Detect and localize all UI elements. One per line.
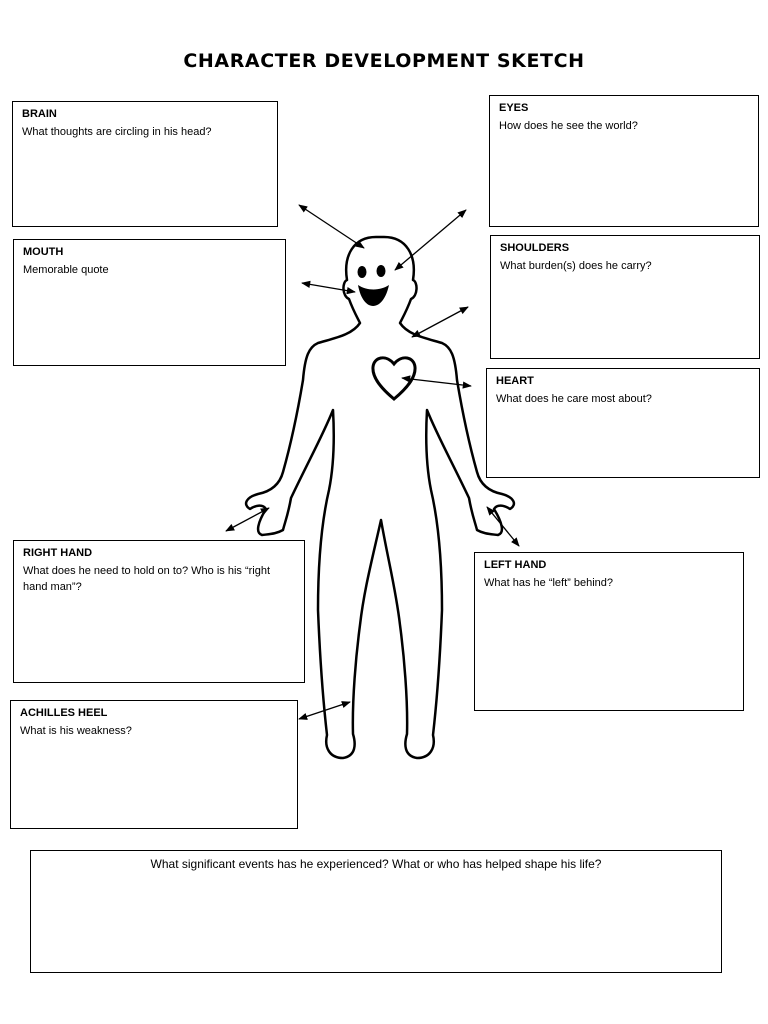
eyes-prompt: How does he see the world? (499, 120, 638, 132)
achilles-heel-prompt: What is his weakness? (20, 725, 132, 737)
achilles-heel-label: ACHILLES HEEL (20, 707, 108, 719)
arrow-mouth (302, 283, 355, 292)
right-eye-icon (377, 265, 386, 277)
shoulders-label: SHOULDERS (500, 242, 570, 254)
heart-label: HEART (496, 375, 534, 387)
left-eye-icon (358, 266, 367, 278)
arrow-brain (299, 205, 364, 248)
left-hand-label: LEFT HAND (484, 559, 547, 571)
smile-mouth-icon (358, 285, 389, 306)
heart-prompt: What does he care most about? (496, 393, 652, 405)
brain-label: BRAIN (22, 108, 57, 120)
arrow-eyes (395, 210, 466, 270)
eyes-label: EYES (499, 102, 529, 114)
body-outline (246, 237, 514, 758)
brain-prompt: What thoughts are circling in his head? (22, 126, 212, 138)
life-events-prompt: What significant events has he experienced? What or who has helped shape his life? (150, 857, 602, 871)
mouth-prompt: Memorable quote (23, 264, 109, 276)
arrow-left-hand (487, 507, 519, 546)
arrow-right-hand (226, 508, 269, 531)
arrow-heart (402, 378, 471, 386)
arrow-shoulders (412, 307, 468, 337)
right-hand-prompt: What does he need to hold on to? Who is his “right hand man”? (23, 565, 271, 593)
left-hand-prompt: What has he “left” behind? (484, 577, 614, 589)
mouth-label: MOUTH (23, 246, 64, 258)
right-hand-label: RIGHT HAND (23, 547, 93, 559)
shoulders-prompt: What burden(s) does he carry? (500, 260, 652, 272)
page-title: CHARACTER DEVELOPMENT SKETCH (183, 50, 585, 72)
